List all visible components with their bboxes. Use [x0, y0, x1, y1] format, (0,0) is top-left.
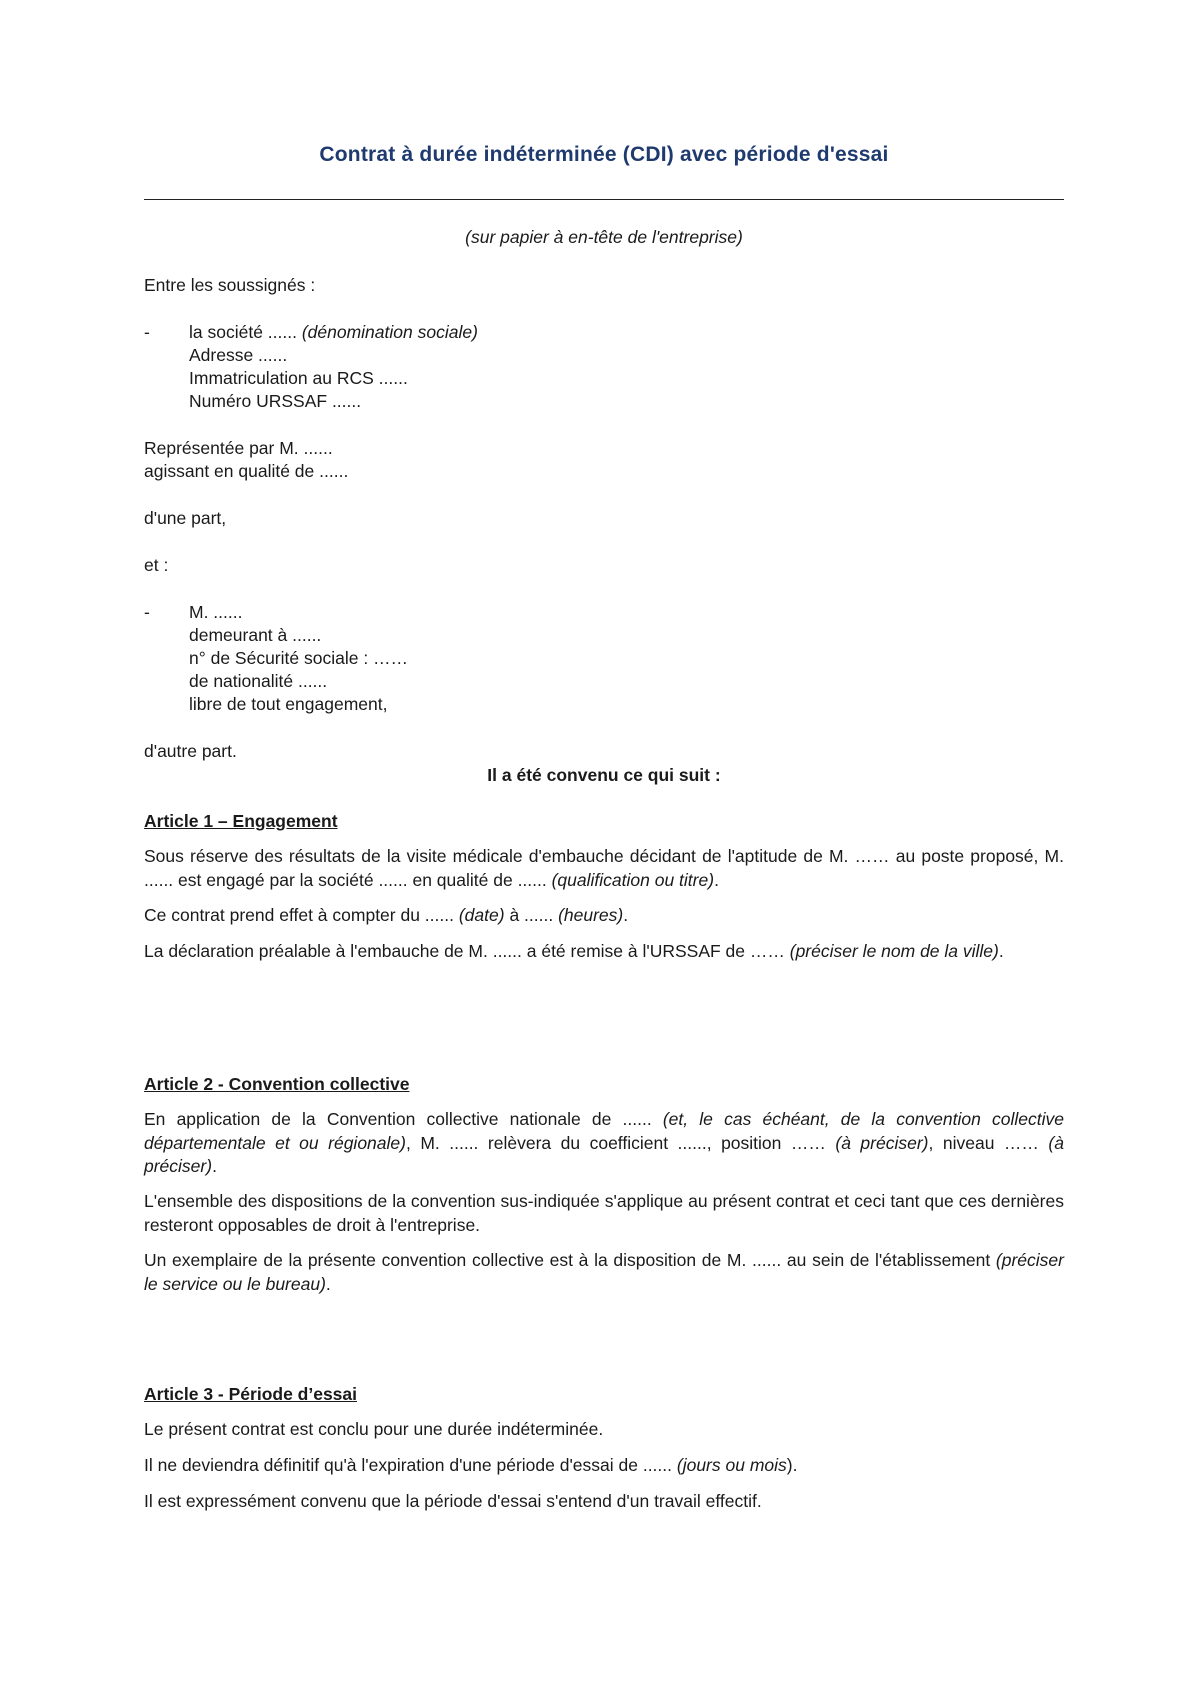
article-2-paragraph-3 [144, 1249, 1064, 1296]
and-label: et : [144, 555, 169, 575]
text-run: Un exemplaire de la présente convention collective est à la disposition de M. ...... au sein de l'établissement [144, 1250, 996, 1270]
company-rcs: Immatriculation au RCS ...... [189, 368, 408, 388]
text-run: Sous réserve des résultats de la visite médicale d'embauche décidant de l'aptitude de M. …… au poste proposé, M. ...... est engagé par la société ...... en qualité de ...... [144, 846, 1064, 890]
company-address: Adresse ...... [189, 345, 288, 365]
text-run: Il ne deviendra définitif qu'à l'expiration d'une période d'essai de ...... [144, 1455, 677, 1475]
company-name-hint: (dénomination sociale) [301, 322, 478, 342]
text-run-italic: (heures) [558, 905, 624, 925]
company-name-line [189, 321, 478, 344]
company-name: la société ...... [189, 322, 302, 342]
text-run-italic: (jours ou mois [676, 1455, 787, 1475]
article-3-paragraph-1: Le présent contrat est conclu pour une durée indéterminée. [144, 1419, 604, 1439]
article-1-paragraph-1 [144, 845, 1064, 892]
agreement-heading: Il a été convenu ce qui suit : [487, 765, 721, 785]
text-run-italic: (préciser le nom de la ville) [789, 941, 999, 961]
text-run: En application de la Convention collective nationale de ...... [144, 1109, 663, 1129]
article-1-heading: Article 1 – Engagement [144, 811, 338, 831]
text-run-italic: (qualification ou titre) [551, 869, 715, 890]
acting-as: agissant en qualité de ...... [144, 461, 349, 481]
employee-ssn: n° de Sécurité sociale : …… [189, 648, 409, 668]
article-3-paragraph-3: Il est expressément convenu que la période d'essai s'entend d'un travail effectif. [144, 1491, 762, 1511]
text-run-italic: (date) [458, 905, 505, 925]
list-dash: - [144, 602, 150, 622]
employee-name: M. ...... [189, 602, 243, 622]
text-run: . [325, 1273, 331, 1294]
text-run: . [212, 1156, 217, 1176]
letterhead-note: (sur papier à en-tête de l'entreprise) [465, 227, 743, 247]
article-2-paragraph-2: L'ensemble des dispositions de la convention sus-indiquée s'applique au présent contrat et ceci tant que ces dernières resteront opposables de droit à l'entreprise. [144, 1191, 1064, 1235]
text-run: La déclaration préalable à l'embauche de M. ...... a été remise à l'URSSAF de …… [144, 941, 790, 961]
company-urssaf: Numéro URSSAF ...... [189, 391, 362, 411]
article-2-heading: Article 2 - Convention collective [144, 1074, 410, 1094]
document-title: Contrat à durée indéterminée (CDI) avec période d'essai [319, 143, 889, 166]
text-run: Ce contrat prend effet à compter du ...... [144, 905, 459, 925]
text-run: ). [786, 1455, 798, 1475]
text-run: à ...... [504, 905, 559, 925]
text-run: . [714, 869, 719, 890]
article-2-paragraph-1 [144, 1108, 1064, 1179]
parties-intro: Entre les soussignés : [144, 275, 316, 295]
employee-nationality: de nationalité ...... [189, 671, 328, 691]
text-run-italic: (à préciser) [144, 1132, 1064, 1176]
text-run: . [623, 905, 629, 925]
text-run-italic: (préciser le service ou le bureau) [144, 1250, 1064, 1294]
article-3-heading: Article 3 - Période d’essai [144, 1384, 358, 1404]
text-run: . [998, 941, 1004, 961]
article-1-paragraph-3 [144, 940, 1064, 964]
text-run-italic: (à préciser) [835, 1132, 929, 1153]
text-run: , M. ...... relèvera du coefficient ......, position …… [405, 1132, 836, 1153]
text-run-italic: (et, le cas échéant, de la convention collective départementale et ou régionale) [144, 1109, 1064, 1153]
article-3-paragraph-2 [144, 1454, 1064, 1478]
employee-residence: demeurant à ...... [189, 625, 322, 645]
article-1-paragraph-2 [144, 904, 1064, 928]
represented-by: Représentée par M. ...... [144, 438, 333, 458]
title-divider [144, 199, 1064, 200]
employee-free: libre de tout engagement, [189, 694, 388, 714]
one-part: d'une part, [144, 508, 227, 528]
text-run: , niveau …… [928, 1132, 1049, 1153]
list-dash: - [144, 322, 150, 342]
other-part: d'autre part. [144, 741, 237, 761]
